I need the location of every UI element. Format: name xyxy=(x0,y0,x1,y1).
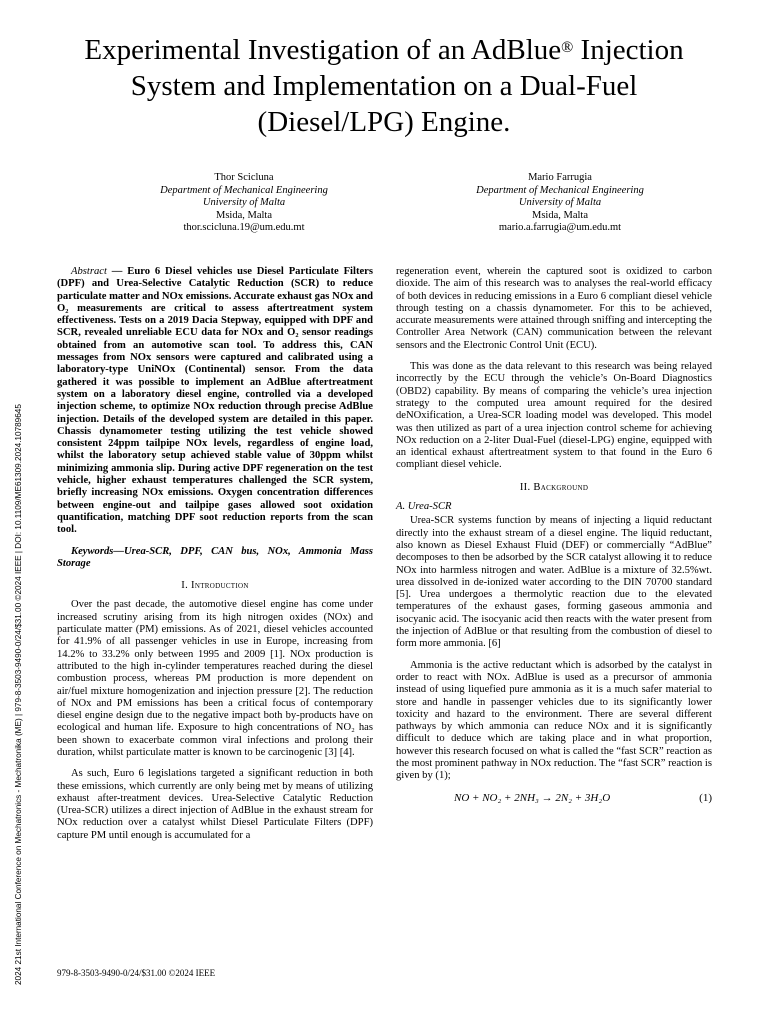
page-footer: 979-8-3503-9490-0/24/$31.00 ©2024 IEEE xyxy=(57,968,216,978)
author-name: Thor Scicluna xyxy=(214,172,274,183)
author-block-1 xyxy=(114,172,374,235)
left-column xyxy=(57,266,373,851)
section-introduction-heading: I. Introduction xyxy=(181,580,249,592)
equation-expression: NO + NO₂ + 2NH₃ → 2N₂ + 3H₂O xyxy=(454,791,611,804)
subsection-urea-scr-heading: A. Urea-SCR xyxy=(396,501,452,513)
title-line-3: (Diesel/LPG) Engine. xyxy=(257,106,511,138)
intro-paragraph-1: Over the past decade, the automotive diesel engine has come under increased scrutiny arising from its high nitrogen oxides (NOx) and particulate matter (PM) emissions. As of 2021, diesel vehicles accounted for 41.9% of all passenger vehicles in use in Europe, increasing from 14.2% to 33.2% only between 1995 and 2009 [1]. NOx production is attributed to the high in-cylinder temperatures reached during the diesel combustion process, whereas PM production is more dependent on air/fuel mixture homogenization and injection pressure [2]. The reduction of NOx and PM emissions has been a critical focus of contemporary diesel engine design due to the negative impact both by-products have on ecological and human life. Exposure to high concentrations of NO₂ has been shown to exacerbate common viral infections and prolong their duration, whilst particulate matter is known to be carcinogenic [3] [4]. xyxy=(57,599,373,758)
author-block-2 xyxy=(430,172,690,235)
author-name: Mario Farrugia xyxy=(528,172,592,183)
author-uni: University of Malta xyxy=(202,197,286,208)
author-dept: Department of Mechanical Engineering xyxy=(160,184,328,196)
title-line-2: System and Implementation on a Dual-Fuel xyxy=(130,70,638,102)
author-city: Msida, Malta xyxy=(532,209,588,221)
abstract-text: — Euro 6 Diesel vehicles use Diesel Particulate Filters (DPF) and Urea-Selective Catalytic Reduction (SCR) to reduce particulate matter and NOx emissions. Accurate exhaust gas NOx and O₂ measurements are critical to assess aftertreatment system effectiveness. Tests on a 2019 Dacia Stepway, equipped with DPF and SCR, revealed unreliable ECU data for NOx and O₂ sensor readings obtained from an automotive scan tool. To address this, CAN messages from NOx sensors were captured and calibrated using a laboratory-type UniNOx (Continental) sensor. From the data gathered it was possible to implement an AdBlue aftertreatment system on a laboratory diesel engine, controlled via a developed injection scheme, to optimize NOx reduction through precise AdBlue injection. Details of the developed system are detailed in this paper. Chassis dynamometer testing utilizing the test vehicle showed consistent 24ppm tailpipe NOx levels, regardless of engine load, whilst the laboratory setup achieved stable value of 30ppm whilst minimizing ammonia slip. During active DPF regeneration on the test vehicle, higher exhaust temperatures challenged the SCR system, briefly increasing NOx emissions. Oxygen concentration differences between engine-out and tailpipe gases allowed soot oxidation quantification, matching DPF soot reduction reports from the scan tool. xyxy=(57,266,373,536)
background-paragraph-1: Urea-SCR systems function by means of injecting a liquid reductant directly into the exhaust stream of a diesel engine. The liquid reductant, also known as Diesel Exhaust Fluid (DEF) or commercially “AdBlue” decomposes to then be adsorbed by the SCR catalyst allowing it to reduce NOx into harmless nitrogen and water. AdBlue is a mixture of 32.5%wt. urea dissolved in de-ionized water according to the DIN 70700 standard [5]. Urea undergoes a thermolytic reaction due to the elevated temperatures of the exhaust gases, forming gaseous ammonia and isocyanic acid. The isocyanic acid then reacts with the water present from the injection of AdBlue or that resulting from the combustion of diesel to form more ammonia. [6] xyxy=(396,515,712,650)
conference-sidebar: 2024 21st International Conference on Mechatronics - Mechatronika (ME) | 979-8-3503-9490-0/24/$31.00 ©2024 IEEE | DOI: 10.1109/ME61309.2024.10789645 xyxy=(14,404,23,985)
equation-1 xyxy=(396,792,712,804)
registered-mark: ® xyxy=(561,39,574,56)
title-line-1: Experimental Investigation of an AdBlue xyxy=(84,34,562,66)
intro-paragraph-3: regeneration event, wherein the captured soot is oxidized to carbon dioxide. The aim of this research was to analyses the real-world efficacy of both devices in reducing emissions in a Euro 6 compliant diesel vehicle through testing on a chassis dynamometer. For this to be achieved, accurate measurements were attained through sniffing and intercepting the Controller Area Network (CAN) communication between the relevant sensors and the Electronic Control Unit (ECU). xyxy=(396,266,712,351)
abstract xyxy=(57,266,373,537)
author-dept: Department of Mechanical Engineering xyxy=(476,184,644,196)
keywords: Keywords—Urea-SCR, DPF, CAN bus, NOx, Ammonia Mass Storage xyxy=(57,545,373,569)
paper-title xyxy=(40,32,728,140)
abstract-label: Abstract xyxy=(71,266,107,277)
author-email[interactable]: thor.scicluna.19@um.edu.mt xyxy=(183,222,305,233)
section-background-heading: II. Background xyxy=(519,481,589,493)
intro-paragraph-2: As such, Euro 6 legislations targeted a significant reduction in both these emissions, which currently are only being met by means of utilizing exhaust after-treatment devices. Urea-Selective Catalytic Reduction (Urea-SCR) utilizes a direct injection of AdBlue in the exhaust stream for NOx reduction over a catalyst whilst Diesel Particulate Filters (DPF) capture PM until enough is accumulated for a xyxy=(57,768,373,841)
author-city: Msida, Malta xyxy=(216,209,272,221)
background-paragraph-2: Ammonia is the active reductant which is adsorbed by the catalyst in order to react with NOx. AdBlue is used as a precursor of ammonia instead of using liquefied pure ammonia as it is a much safer material to store and handle in passenger vehicles due to its significantly lower toxicity and hazard to the environment. There are several different pathways by which ammonia can reduce NOx and it is significantly difficult to deduce which are taking place and in what proportion, however this research focused on what is called the “fast SCR” reaction as the most prominent pathway in NOx reduction. The “fast SCR” reaction is given by (1); xyxy=(396,659,712,782)
intro-paragraph-4: This was done as the data relevant to this research was being relayed incorrectly by the ECU through the vehicle’s On-Board Diagnostics (OBD2) capability. By means of comparing the vehicle’s urea injection strategy to the computed urea amount required for the desired deNOxification, a Urea-SCR loading model was developed. This model was then utilized as part of a urea injection control scheme for achieving NOx reduction on a 2-liter Dual-Fuel (diesel-LPG) engine, equipped with an identical exhaust aftertreatment system to that found in the Euro 6 compliant diesel vehicle. xyxy=(396,361,712,471)
author-uni: University of Malta xyxy=(518,197,602,208)
equation-number: (1) xyxy=(699,791,712,804)
author-email[interactable]: mario.a.farrugia@um.edu.mt xyxy=(498,222,622,233)
title-line-1-cont: Injection xyxy=(573,34,684,66)
right-column xyxy=(396,266,712,804)
